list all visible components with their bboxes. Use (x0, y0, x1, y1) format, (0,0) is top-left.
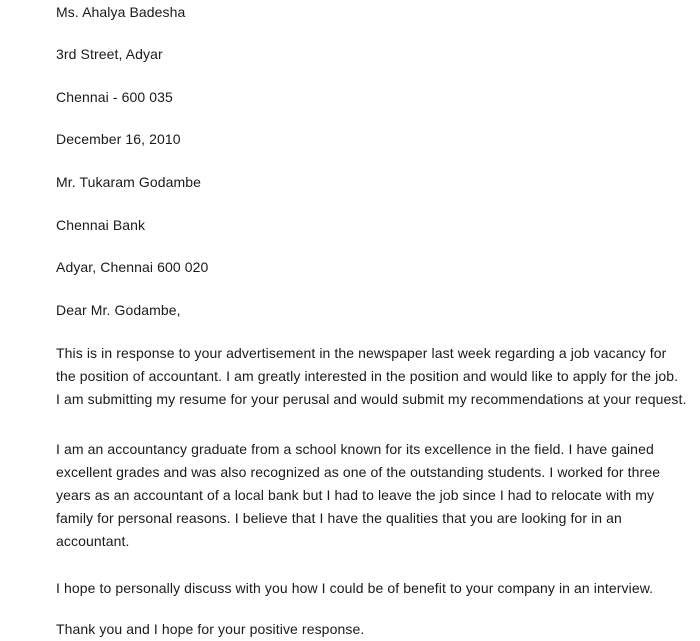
body-paragraph-3 (56, 577, 688, 600)
recipient-name: Mr. Tukaram Godambe (56, 174, 202, 190)
recipient-address: Adyar, Chennai 600 020 (56, 259, 209, 275)
paragraph-line: I am submitting my resume for your perusal and would submit my recommendations at your request. (56, 391, 687, 407)
sender-street: 3rd Street, Adyar (56, 46, 163, 62)
paragraph-line: excellent grades and was also recognized as one of the outstanding students. I worked for three (56, 464, 661, 480)
body-paragraph-2 (56, 438, 688, 553)
paragraph-line: This is in response to your advertisement in the newspaper last week regarding a job vacancy for (56, 345, 667, 361)
paragraph-line: accountant. (56, 533, 130, 549)
paragraph-line: I hope to personally discuss with you how I could be of benefit to your company in an interview. (56, 580, 654, 596)
recipient-company: Chennai Bank (56, 217, 146, 233)
paragraph-line: Thank you and I hope for your positive response. (56, 621, 365, 637)
paragraph-line: I am an accountancy graduate from a school known for its excellence in the field. I have gained (56, 441, 654, 457)
paragraph-line: family for personal reasons. I believe that I have the qualities that you are looking for in an (56, 510, 622, 526)
sender-city: Chennai - 600 035 (56, 89, 173, 105)
letter-date: December 16, 2010 (56, 131, 181, 147)
body-paragraph-1 (56, 342, 688, 411)
salutation: Dear Mr. Godambe, (56, 302, 181, 318)
paragraph-line: years as an accountant of a local bank but I had to leave the job since I had to relocate with my (56, 487, 655, 503)
paragraph-line: the position of accountant. I am greatly interested in the position and would like to apply for the job. (56, 368, 679, 384)
sender-name: Ms. Ahalya Badesha (56, 4, 186, 20)
